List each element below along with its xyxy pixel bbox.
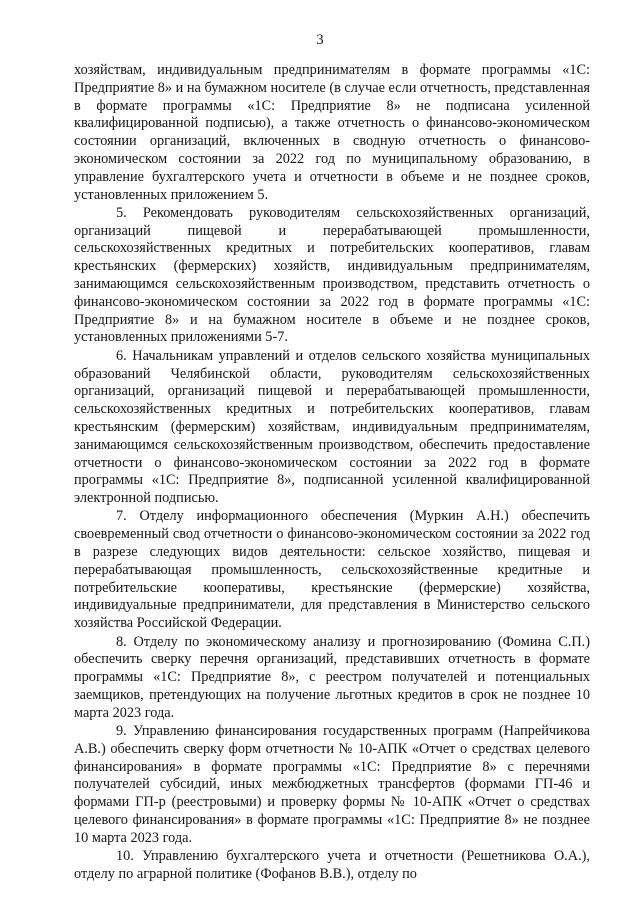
paragraph-item-6: 6. Начальникам управлений и отделов сельского хозяйства муниципальных образований Челябинской области, руководителям сельскохозяйственных организаций, организаций пищевой и перерабатывающей промышленности, сельскохозяйственных кредитных и потребительских кооперативов, главам крестьянским (фермерским) хозяйствам, индивидуальным предпринимателям, занимающимся сельскохозяйственным производством, обеспечить предоставление отчетности о финансово-экономическом состоянии за 2022 год в формате программы «1С: Предприятие 8», подписанной усиленной квалифицированной электронной подписью. [74,347,590,507]
paragraph-item-10: 10. Управлению бухгалтерского учета и отчетности (Решетникова О.А.), отделу по аграрной политике (Фофанов В.В.), отделу по [74,848,590,882]
paragraph-item-9: 9. Управлению финансирования государственных программ (Напрейчикова А.В.) обеспечить сверку форм отчетности № 10-АПК «Отчет о средствах целевого финансирования» в формате программы «1С: Предприятие 8» с перечнями получателей субсидий, иных межбюджетных трансфертов (формами ГП-46 и формами ГП-р (реестровыми) и проверку формы № 10-АПК «Отчет о средствах целевого финансирования» в формате программы «1С: Предприятие 8» не позднее 10 марта 2023 года. [74,722,590,846]
document-body [74,62,590,884]
paragraph-item-5: 5. Рекомендовать руководителям сельскохозяйственных организаций, организаций пищевой и перерабатывающей промышленности, сельскохозяйственных кредитных и потребительских кооперативов, главам крестьянских (фермерских) хозяйств, индивидуальным предпринимателям, занимающимся сельскохозяйственным производством, представить отчетность о финансово-экономическом состоянии за 2022 год в формате программы «1С: Предприятие 8» и на бумажном носителе в объеме и не позднее сроков, установленных приложениями 5-7. [74,204,590,346]
paragraph-continuation: хозяйствам, индивидуальным предпринимателям в формате программы «1С: Предприятие 8» и на бумажном носителе (в случае если отчетность, представленная в формате программы «1С: Предприятие 8» не подписана усиленной квалифицированной подписью), а также отчетность о финансово-экономическом состоянии организаций, включенных в сводную отчетность о финансово-экономическом состоянии за 2022 год по муниципальному образованию, в управление бухгалтерского учета и отчетности в объеме и не позднее сроков, установленных приложением 5. [74,62,590,203]
paragraph-item-7: 7. Отделу информационного обеспечения (Муркин А.Н.) обеспечить своевременный свод отчетности о финансово-экономическом состоянии за 2022 год в разрезе следующих видов деятельности: сельское хозяйство, пищевая и перерабатывающая промышленность, сельскохозяйственные кредитные и потребительские кооперативы, крестьянские (фермерские) хозяйства, индивидуальные предприниматели, для представления в Министерство сельского хозяйства Российской Федерации. [74,508,590,632]
paragraph-item-8: 8. Отделу по экономическому анализу и прогнозированию (Фомина С.П.) обеспечить сверку перечня организаций, представивших отчетность в формате программы «1С: Предприятие 8», с реестром получателей и потенциальных заемщиков, претендующих на получение льготных кредитов в срок не позднее 10 марта 2023 года. [74,633,590,721]
page-number: 3 [316,32,324,48]
